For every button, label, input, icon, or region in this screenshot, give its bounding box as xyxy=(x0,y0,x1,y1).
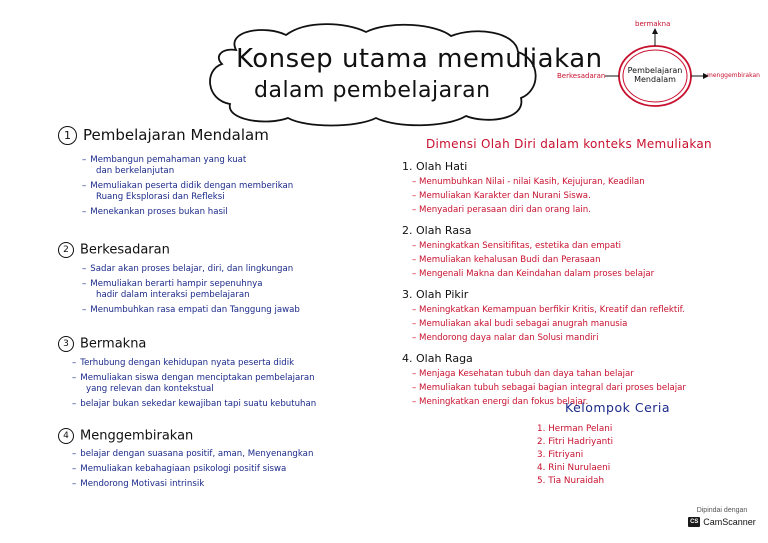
section-3-number: 3 xyxy=(58,336,74,352)
list-item: 4. Rini Nurulaeni xyxy=(537,463,611,473)
section-3-heading: 3 Bermakna xyxy=(58,336,388,352)
cycle-label-left: Berkesadaran xyxy=(557,72,606,80)
group-title: Kelompok Ceria xyxy=(565,400,671,415)
list-item: – Memuliakan peserta didik dengan memberikan Ruang Eksplorasi dan Refleksi xyxy=(82,181,294,202)
list-item: – Memuliakan siswa dengan menciptakan pembelajaran yang relevan dan kontekstual xyxy=(72,373,315,394)
camscanner-logo-icon: CS xyxy=(690,519,699,525)
olah-raga-title: 4. Olah Raga xyxy=(402,352,473,365)
list-item: – Meningkatkan Kemampuan berfikir Kritis, Kreatif dan reflektif. xyxy=(412,305,685,315)
list-item: 5. Tia Nuraidah xyxy=(537,476,605,486)
title-cloud-outline xyxy=(196,20,546,130)
list-item: – Meningkatkan Sensitifitas, estetika dan empati xyxy=(412,241,622,251)
list-item: – Mendorong daya nalar dan Solusi mandiri xyxy=(412,333,599,343)
left-column xyxy=(58,126,388,490)
list-item: – Menyadari perasaan diri dan orang lain. xyxy=(412,205,591,215)
list-item: – Memuliakan berarti hampir sepenuhnya hadir dalam interaksi pembelajaran xyxy=(82,279,263,300)
section-4-heading: 4 Menggembirakan xyxy=(58,428,388,444)
list-item: – Memuliakan kebahagiaan psikologi positif siswa xyxy=(72,464,287,474)
list-item: – Meningkatkan energi dan fokus belajar. xyxy=(412,397,589,407)
olah-rasa-title: 2. Olah Rasa xyxy=(402,224,472,237)
group-members xyxy=(537,423,613,488)
section-1-heading: 1 Pembelajaran Mendalam xyxy=(58,126,388,145)
list-item: – Mengenali Makna dan Keindahan dalam proses belajar xyxy=(412,269,655,279)
list-item: – Memuliakan tubuh sebagai bagian integral dari proses belajar xyxy=(412,383,686,393)
list-item: – Menumbuhkan Nilai - nilai Kasih, Kejujuran, Keadilan xyxy=(412,177,645,187)
cycle-label-right: menggembirakan xyxy=(707,72,760,79)
section-4-number: 4 xyxy=(58,428,74,444)
camscanner-watermark xyxy=(683,507,761,537)
list-item: – belajar bukan sekedar kewajiban tapi suatu kebutuhan xyxy=(72,399,317,409)
olah-pikir-title: 3. Olah Pikir xyxy=(402,288,469,301)
list-item: – Menjaga Kesehatan tubuh dan daya tahan belajar xyxy=(412,369,634,379)
olah-hati-title: 1. Olah Hati xyxy=(402,160,468,173)
title-line-2: dalam pembelajaran xyxy=(254,78,491,103)
list-item: 3. Fitriyani xyxy=(537,450,584,460)
arrowhead-top xyxy=(652,28,658,34)
cycle-label-top: bermakna xyxy=(635,20,671,28)
title-line-1: Konsep utama memuliakan xyxy=(236,44,603,74)
list-item: – Sadar akan proses belajar, diri, dan lingkungan xyxy=(82,264,294,274)
list-item: – Terhubung dengan kehidupan nyata peserta didik xyxy=(72,358,295,368)
list-item: – Memuliakan kehalusan Budi dan Perasaan xyxy=(412,255,601,265)
right-heading: Dimensi Olah Diri dalam konteks Memuliakan xyxy=(426,137,712,151)
right-column xyxy=(402,160,752,408)
list-item: 1. Herman Pelani xyxy=(537,424,613,434)
section-2-heading: 2 Berkesadaran xyxy=(58,242,388,258)
list-item: – Menekankan proses bukan hasil xyxy=(82,207,228,217)
list-item: 2. Fitri Hadriyanti xyxy=(537,437,614,447)
list-item: – Menumbuhkan rasa empati dan Tanggung jawab xyxy=(82,305,300,315)
watermark-brand: CamScanner xyxy=(703,517,756,527)
section-1-number: 1 xyxy=(58,126,77,145)
list-item: – Memuliakan Karakter dan Nurani Siswa. xyxy=(412,191,591,201)
cycle-center-label: Pembelajaran Mendalam xyxy=(627,66,683,84)
list-item: – Membangun pemahaman yang kuat dan berkelanjutan xyxy=(82,155,247,176)
list-item: – Mendorong Motivasi intrinsik xyxy=(72,479,205,489)
list-item: – Memuliakan akal budi sebagai anugrah manusia xyxy=(412,319,628,329)
list-item: – belajar dengan suasana positif, aman, Menyenangkan xyxy=(72,449,314,459)
watermark-caption: Dipindai dengan xyxy=(696,507,748,514)
section-2-number: 2 xyxy=(58,242,74,258)
